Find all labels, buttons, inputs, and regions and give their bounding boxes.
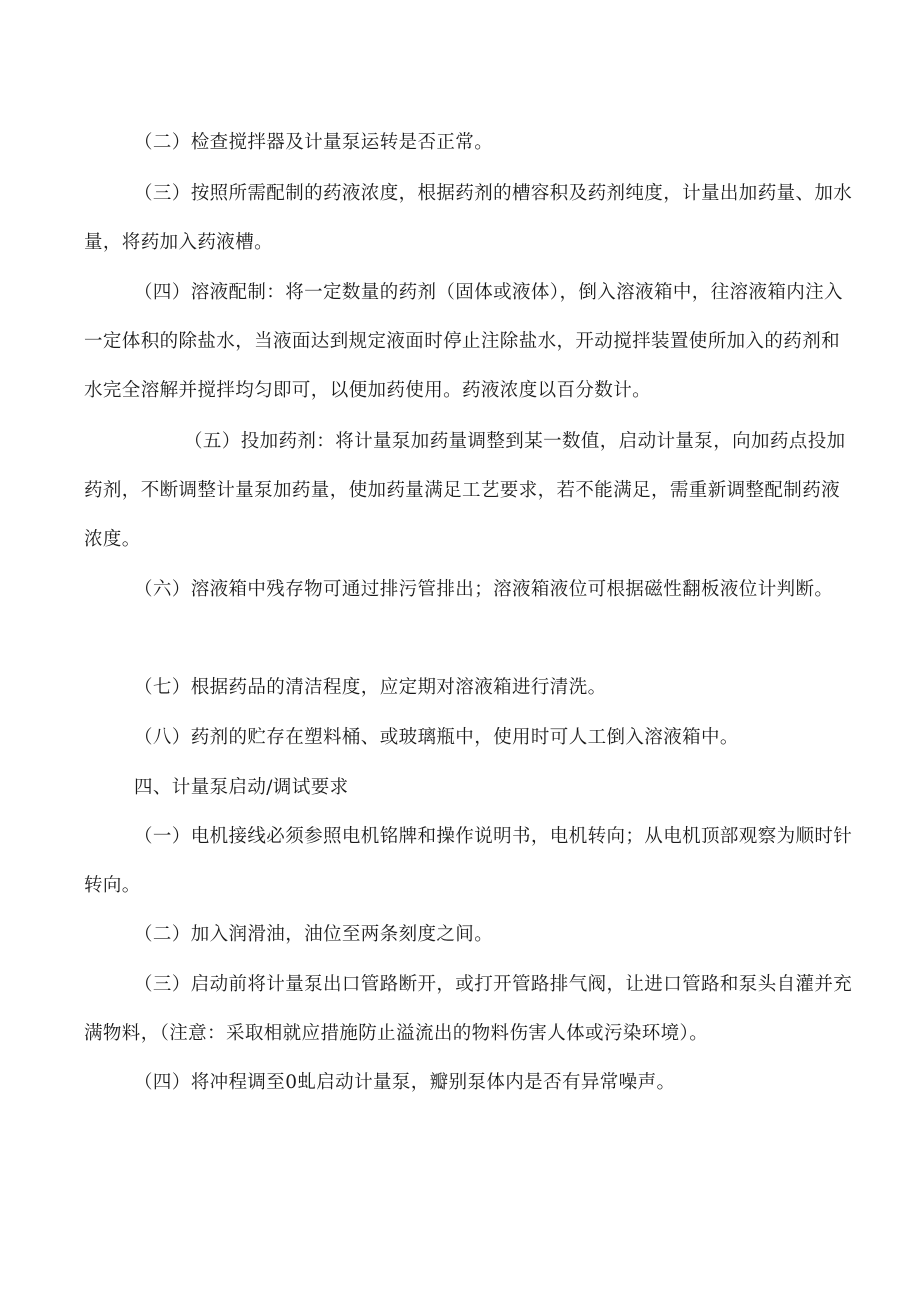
paragraph-check-mixer: （二）检查搅拌器及计量泵运转是否正常。 <box>134 132 494 153</box>
paragraph-prestart: （三）启动前将计量泵出口管路断开，或打开管路排气阀，让进口管路和泵头自灌并充满物料，（注意：采取相就应措施防止溢流出的物料伤害人体或污染环境）。 <box>84 974 853 1044</box>
paragraph-motor-wiring: （一）电机接线必须参照电机铭牌和操作说明书，电机转向；从电机顶部观察为顺时针转向。 <box>84 826 853 896</box>
paragraph-residue-drain: （六）溶液箱中残存物可通过排污管排出；溶液箱液位可根据磁性翻板液位计判断。 <box>134 579 834 600</box>
paragraph-stroke-start: （四）将冲程调至0虬启动计量泵，瓣别泵体内是否有异常噪声。 <box>134 1072 676 1093</box>
paragraph-storage: （八）药剂的贮存在塑料桶、或玻璃瓶中，使用时可人工倒入溶液箱中。 <box>134 727 739 748</box>
paragraph-lubricant: （二）加入润滑油，油位至两条刻度之间。 <box>134 924 494 945</box>
paragraph-dosing: （五）投加药剂：将计量泵加药量调整到某一数值，启动计量泵，向加药点投加药剂，不断调整计量泵加药量，使加药量满足工艺要求，若不能满足，需重新调整配制药液浓度。 <box>84 431 846 550</box>
paragraph-calc-dosage: （三）按照所需配制的药液浓度，根据药剂的槽容积及药剂纯度，计量出加药量、加水量，将药加入药液槽。 <box>84 183 853 253</box>
paragraph-cleaning: （七）根据药品的清洁程度，应定期对溶液箱进行清洗。 <box>134 677 607 698</box>
paragraph-solution-prep: （四）溶液配制：将一定数量的药剂（固体或液体），倒入溶液箱中，往溶液箱内注入一定体积的除盐水，当液面达到规定液面时停止注除盐水，开动搅拌装置使所加入的药剂和水完全溶解并搅拌均匀即可，以便加药使用。药液浓度以百分数计。 <box>84 282 843 401</box>
section-heading-pump-startup: 四、计量泵启动/调试要求 <box>134 777 349 798</box>
